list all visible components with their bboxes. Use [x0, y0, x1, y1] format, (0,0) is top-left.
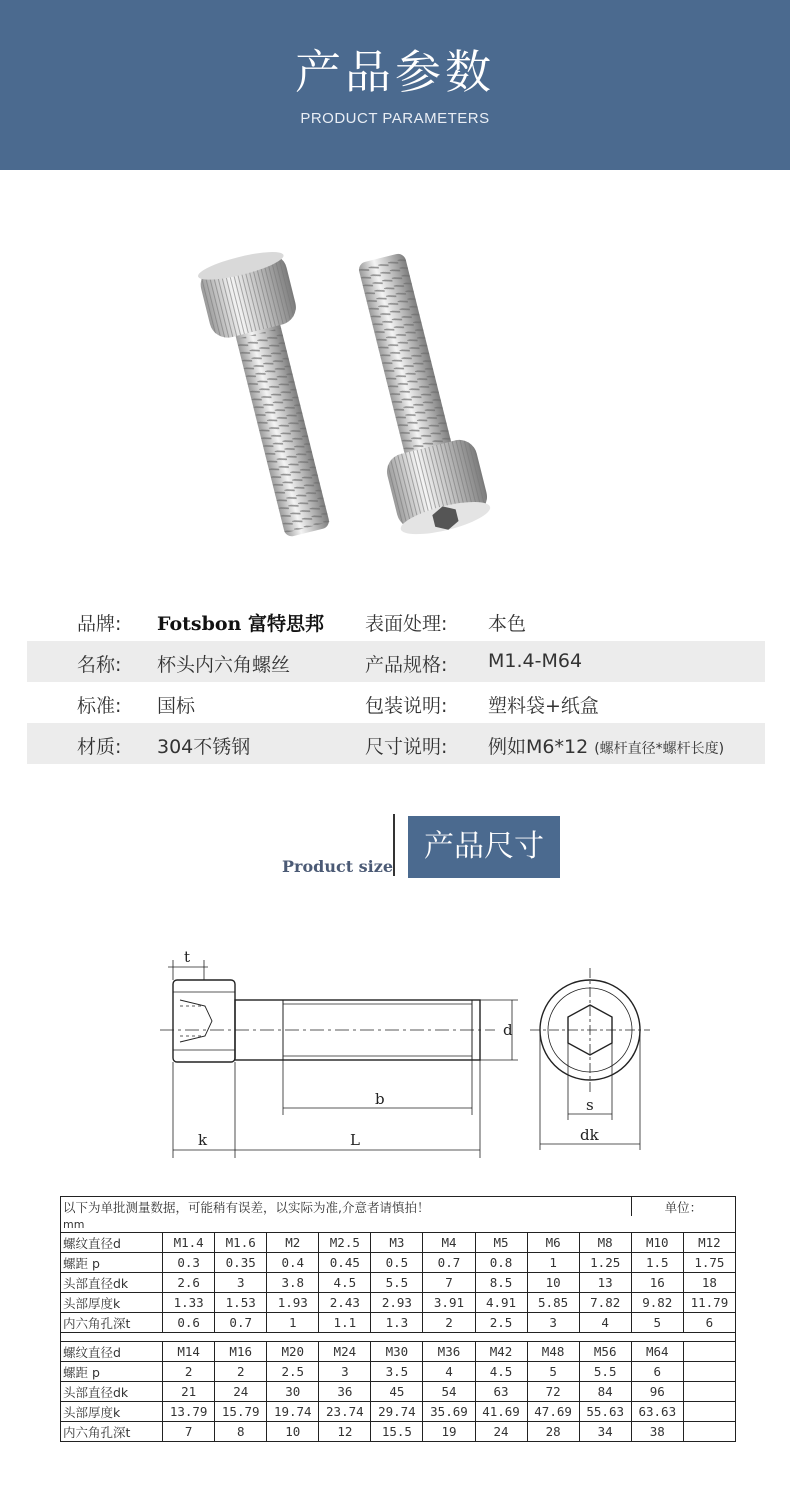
- table-spacer: [61, 1333, 736, 1342]
- table-cell: M5: [475, 1233, 527, 1253]
- dimension-table: [60, 1196, 736, 1442]
- table-cell: 96: [631, 1382, 683, 1402]
- brand-value: Fotsbon 富特思邦: [157, 613, 324, 635]
- table-cell: 8: [215, 1422, 267, 1442]
- size-note: (螺杆直径*螺杆长度): [594, 741, 725, 757]
- spec-key: 标准:: [77, 695, 122, 717]
- table-cell: [683, 1362, 735, 1382]
- spec-value: 国标: [157, 695, 196, 717]
- table-cell: 8.5: [475, 1273, 527, 1293]
- table-cell: 7: [423, 1273, 475, 1293]
- table-cell: [683, 1402, 735, 1422]
- table-cell: 1.25: [579, 1253, 631, 1273]
- spec-value: M1.4-M64: [488, 650, 583, 672]
- table-cell: 4: [423, 1362, 475, 1382]
- spec-value: 304不锈钢: [157, 736, 251, 758]
- spec-value: 本色: [488, 613, 527, 635]
- table-cell: 9.82: [631, 1293, 683, 1313]
- size-section-en: Product size: [282, 857, 394, 876]
- label-t: t: [184, 948, 191, 966]
- table-cell: M2.5: [319, 1233, 371, 1253]
- table-cell: 10: [267, 1422, 319, 1442]
- table-cell: 1: [527, 1253, 579, 1273]
- table-cell: 13: [579, 1273, 631, 1293]
- table-row: [61, 1342, 736, 1362]
- table-cell: 41.69: [475, 1402, 527, 1422]
- table-row: [61, 1313, 736, 1333]
- row-label: 头部厚度k: [61, 1402, 163, 1422]
- table-cell: 1.33: [163, 1293, 215, 1313]
- table-cell: 0.5: [371, 1253, 423, 1273]
- spec-table: [27, 600, 765, 764]
- row-label: 内六角孔深t: [61, 1313, 163, 1333]
- table-row: [61, 1422, 736, 1442]
- spec-key: 品牌:: [77, 613, 122, 635]
- table-cell: 0.7: [215, 1313, 267, 1333]
- table-cell: 38: [631, 1422, 683, 1442]
- table-cell: 3.91: [423, 1293, 475, 1313]
- spec-key: 包装说明:: [365, 695, 448, 717]
- table-cell: 0.3: [163, 1253, 215, 1273]
- header-banner: [0, 0, 790, 170]
- table-cell: 2: [423, 1313, 475, 1333]
- table-cell: 2: [163, 1362, 215, 1382]
- table-cell: M2: [267, 1233, 319, 1253]
- unit-label: 单位：: [631, 1197, 735, 1217]
- table-cell: 84: [579, 1382, 631, 1402]
- table-cell: 4.5: [319, 1273, 371, 1293]
- spec-key: 材质:: [77, 736, 122, 758]
- table-cell: 0.4: [267, 1253, 319, 1273]
- table-cell: M30: [371, 1342, 423, 1362]
- table-row: [61, 1233, 736, 1253]
- table-cell: 3: [215, 1273, 267, 1293]
- spec-key: 尺寸说明:: [365, 736, 448, 758]
- table-cell: 54: [423, 1382, 475, 1402]
- spacer-cell: [61, 1333, 736, 1342]
- spec-row: [27, 723, 765, 764]
- table-cell: 24: [475, 1422, 527, 1442]
- table-cell: 28: [527, 1422, 579, 1442]
- table-cell: 63: [475, 1382, 527, 1402]
- table-cell: 4.5: [475, 1362, 527, 1382]
- table-row: [61, 1273, 736, 1293]
- page-title: 产品参数: [295, 45, 495, 99]
- table-cell: M12: [683, 1233, 735, 1253]
- table-cell: 55.63: [579, 1402, 631, 1422]
- table-cell: 2.5: [267, 1362, 319, 1382]
- label-b: b: [375, 1090, 385, 1108]
- table-cell: 18: [683, 1273, 735, 1293]
- table-cell: 1.75: [683, 1253, 735, 1273]
- table-cell: 0.7: [423, 1253, 475, 1273]
- table-cell: M14: [163, 1342, 215, 1362]
- table-row: [61, 1293, 736, 1313]
- table-cell: 11.79: [683, 1293, 735, 1313]
- row-label: 螺距 p: [61, 1362, 163, 1382]
- table-cell: 3.8: [267, 1273, 319, 1293]
- table-cell: 1.93: [267, 1293, 319, 1313]
- table-cell: 10: [527, 1273, 579, 1293]
- table-cell: 13.79: [163, 1402, 215, 1422]
- spec-key: 产品规格:: [365, 654, 448, 676]
- table-row: [61, 1253, 736, 1273]
- table-cell: 1.3: [371, 1313, 423, 1333]
- table-cell: 6: [683, 1313, 735, 1333]
- table-cell: M6: [527, 1233, 579, 1253]
- table-cell: M16: [215, 1342, 267, 1362]
- table-note-row: [61, 1197, 736, 1217]
- table-cell: 15.5: [371, 1422, 423, 1442]
- spec-value: 塑料袋+纸盒: [488, 695, 599, 717]
- table-cell: M56: [579, 1342, 631, 1362]
- table-cell: M8: [579, 1233, 631, 1253]
- table-cell: 5.5: [371, 1273, 423, 1293]
- spec-row: [27, 682, 765, 723]
- dimension-drawing: [150, 940, 670, 1170]
- table-cell: 3.5: [371, 1362, 423, 1382]
- label-L: L: [350, 1131, 360, 1149]
- table-cell: 2.6: [163, 1273, 215, 1293]
- row-label: 螺距 p: [61, 1253, 163, 1273]
- table-cell: 1.5: [631, 1253, 683, 1273]
- table-cell: 35.69: [423, 1402, 475, 1422]
- table-cell: 5: [527, 1362, 579, 1382]
- page-subtitle: PRODUCT PARAMETERS: [300, 110, 490, 127]
- spec-key: 表面处理:: [365, 613, 448, 635]
- table-cell: 0.35: [215, 1253, 267, 1273]
- table-cell: M64: [631, 1342, 683, 1362]
- table-cell: 23.74: [319, 1402, 371, 1422]
- table-cell: 16: [631, 1273, 683, 1293]
- table-row: [61, 1382, 736, 1402]
- table-cell: 1.1: [319, 1313, 371, 1333]
- spec-row: [27, 600, 765, 641]
- table-cell: 29.74: [371, 1402, 423, 1422]
- table-cell: 2.93: [371, 1293, 423, 1313]
- table-note: 以下为单批测量数据，可能稍有误差，以实际为准,介意者请慎拍！: [61, 1197, 632, 1217]
- table-cell: 1: [267, 1313, 319, 1333]
- label-k: k: [198, 1131, 208, 1149]
- table-cell: 19: [423, 1422, 475, 1442]
- table-cell: 21: [163, 1382, 215, 1402]
- table-cell: M24: [319, 1342, 371, 1362]
- table-cell: 5.5: [579, 1362, 631, 1382]
- table-unit-row: [61, 1216, 736, 1233]
- label-s: s: [586, 1096, 594, 1114]
- row-label: 螺纹直径d: [61, 1342, 163, 1362]
- spec-value: 杯头内六角螺丝: [157, 654, 291, 676]
- table-cell: 15.79: [215, 1402, 267, 1422]
- spec-key: 名称:: [77, 654, 122, 676]
- table-cell: [683, 1422, 735, 1442]
- table-cell: 47.69: [527, 1402, 579, 1422]
- divider: [393, 814, 395, 876]
- table-row: [61, 1402, 736, 1422]
- table-cell: 12: [319, 1422, 371, 1442]
- table-cell: M42: [475, 1342, 527, 1362]
- table-cell: [683, 1382, 735, 1402]
- table-cell: 36: [319, 1382, 371, 1402]
- table-cell: 2: [215, 1362, 267, 1382]
- table-cell: 4.91: [475, 1293, 527, 1313]
- row-label: 内六角孔深t: [61, 1422, 163, 1442]
- table-cell: 63.63: [631, 1402, 683, 1422]
- table-cell: M1.4: [163, 1233, 215, 1253]
- table-cell: 72: [527, 1382, 579, 1402]
- table-cell: 34: [579, 1422, 631, 1442]
- row-label: 头部厚度k: [61, 1293, 163, 1313]
- table-cell: M1.6: [215, 1233, 267, 1253]
- table-cell: M3: [371, 1233, 423, 1253]
- table-cell: 0.8: [475, 1253, 527, 1273]
- screw-right: [336, 247, 493, 541]
- table-cell: M36: [423, 1342, 475, 1362]
- table-cell: 0.45: [319, 1253, 371, 1273]
- row-label: 螺纹直径d: [61, 1233, 163, 1253]
- spec-value: [488, 732, 724, 759]
- spec-row: [27, 641, 765, 682]
- table-row: [61, 1362, 736, 1382]
- table-cell: [683, 1342, 735, 1362]
- table-cell: 5: [631, 1313, 683, 1333]
- table-cell: 0.6: [163, 1313, 215, 1333]
- screw-left: [196, 246, 350, 543]
- label-d: d: [503, 1021, 513, 1039]
- row-label: 头部直径dk: [61, 1382, 163, 1402]
- table-cell: 1.53: [215, 1293, 267, 1313]
- table-cell: M48: [527, 1342, 579, 1362]
- label-dk: dk: [580, 1126, 599, 1144]
- table-cell: 2.43: [319, 1293, 371, 1313]
- table-cell: 5.85: [527, 1293, 579, 1313]
- table-cell: 30: [267, 1382, 319, 1402]
- size-section-title: 产品尺寸: [408, 816, 560, 878]
- table-cell: M10: [631, 1233, 683, 1253]
- table-cell: 19.74: [267, 1402, 319, 1422]
- size-example: 例如M6*12: [488, 736, 589, 758]
- table-cell: M20: [267, 1342, 319, 1362]
- table-cell: 24: [215, 1382, 267, 1402]
- table-cell: 7.82: [579, 1293, 631, 1313]
- table-cell: 45: [371, 1382, 423, 1402]
- table-cell: 2.5: [475, 1313, 527, 1333]
- row-label: 头部直径dk: [61, 1273, 163, 1293]
- unit-value: mm: [61, 1216, 736, 1233]
- table-cell: M4: [423, 1233, 475, 1253]
- table-cell: 4: [579, 1313, 631, 1333]
- table-cell: 7: [163, 1422, 215, 1442]
- table-cell: 6: [631, 1362, 683, 1382]
- table-cell: 3: [527, 1313, 579, 1333]
- product-photo: [190, 240, 530, 550]
- table-cell: 3: [319, 1362, 371, 1382]
